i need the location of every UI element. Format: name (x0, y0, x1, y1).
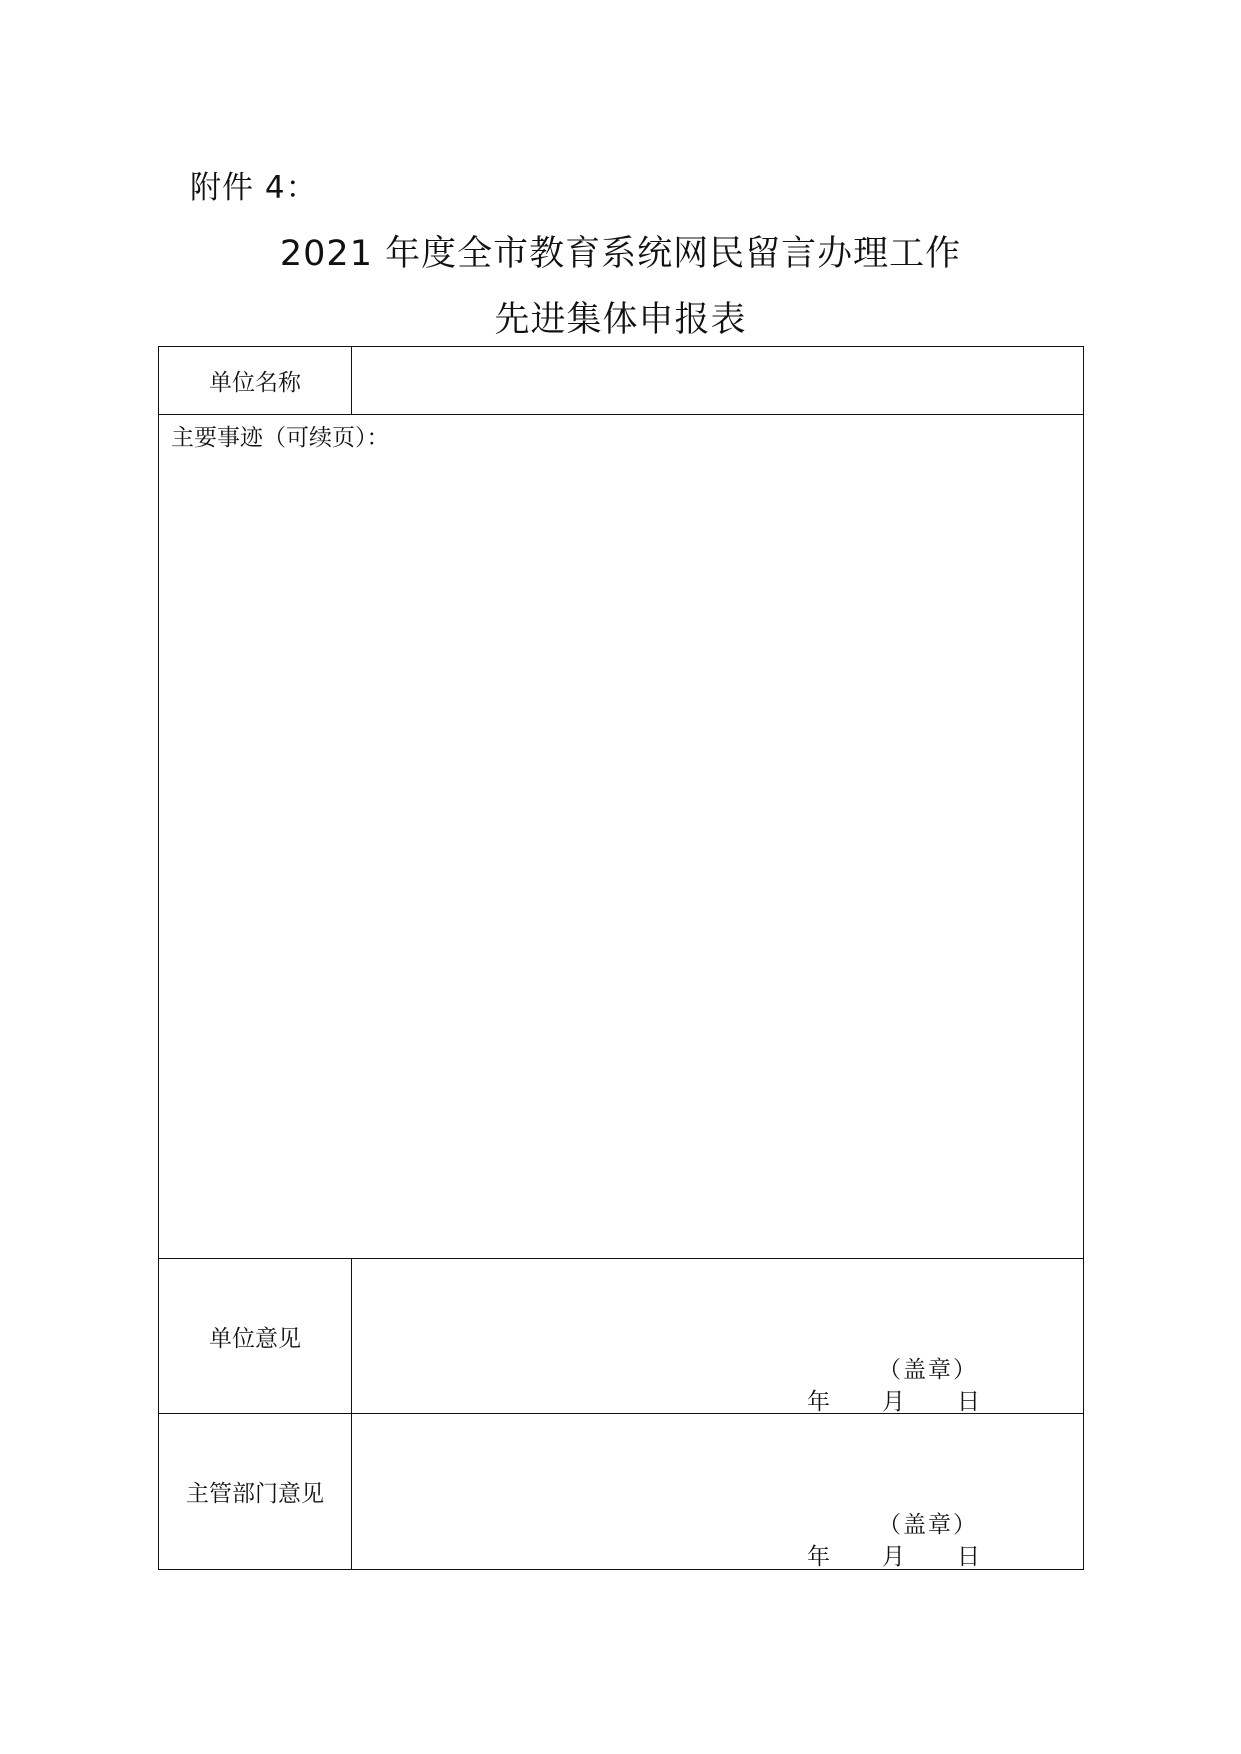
date-year: 年 (807, 1544, 830, 1570)
application-form-table (158, 346, 1084, 1570)
date-year: 年 (807, 1389, 830, 1415)
date-day: 日 (957, 1544, 980, 1570)
attachment-label: 附件 4： (190, 170, 318, 206)
dept-opinion-date (807, 1538, 980, 1571)
dept-opinion-field[interactable] (352, 1414, 1083, 1569)
unit-opinion-seal: （盖章） (878, 1357, 978, 1383)
unit-opinion-row (159, 1259, 1083, 1414)
form-title-line-2: 先进集体申报表 (494, 300, 747, 340)
dept-opinion-row (159, 1414, 1083, 1569)
unit-name-row (159, 347, 1083, 415)
date-month: 月 (882, 1389, 905, 1415)
unit-opinion-date (807, 1383, 980, 1416)
main-deeds-row[interactable] (159, 415, 1083, 1259)
unit-opinion-field[interactable] (352, 1259, 1083, 1413)
unit-opinion-label: 单位意见 (159, 1259, 352, 1413)
unit-name-field[interactable] (352, 347, 1083, 414)
form-title-line-1: 2021 年度全市教育系统网民留言办理工作 (279, 234, 962, 274)
dept-opinion-seal: （盖章） (878, 1512, 978, 1538)
date-month: 月 (882, 1544, 905, 1570)
dept-opinion-label: 主管部门意见 (159, 1414, 352, 1569)
unit-name-label: 单位名称 (159, 347, 352, 414)
main-deeds-label: 主要事迹（可续页）： (171, 425, 390, 451)
date-day: 日 (957, 1389, 980, 1415)
